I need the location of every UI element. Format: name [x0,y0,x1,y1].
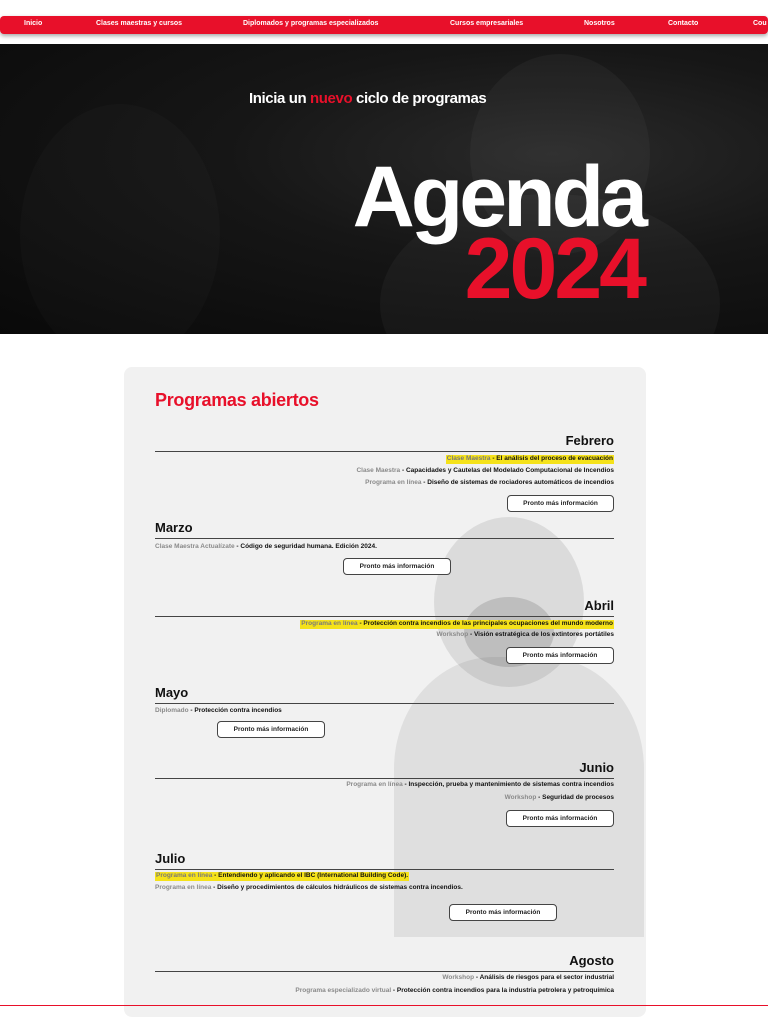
program-item[interactable] [442,975,614,982]
program-item[interactable] [155,885,463,892]
month-agosto [155,953,614,1003]
hero-year: 2024 [464,221,644,317]
program-title: - Entendiendo y aplicando el IBC (International Building Code). [212,872,409,879]
month-divider [155,869,614,870]
program-title: - Inspección, prueba y mantenimiento de sistemas contra incendios [402,781,614,788]
program-title: - Protección contra incendios [188,707,282,714]
section-title: Programas abiertos [155,390,319,410]
month-divider [155,538,614,539]
program-item[interactable] [356,468,614,475]
program-title: - Visión estratégica de los extintores portátiles [468,631,614,638]
program-title: - Capacidades y Cautelas del Modelado Computacional de Incendios [400,467,614,474]
program-tag: Clase Maestra [446,455,491,462]
month-name: Marzo [155,520,193,535]
program-item[interactable] [346,782,614,789]
more-info-button[interactable]: Pronto más información [507,495,614,512]
program-tag: Programa en línea [365,479,422,486]
program-item[interactable] [295,988,614,995]
program-tag: Workshop [442,974,475,981]
month-divider [155,451,614,452]
more-info-button[interactable]: Pronto más información [506,810,614,827]
month-divider [155,703,614,704]
more-info-button[interactable]: Pronto más información [506,647,614,664]
program-title: - Código de seguridad humana. Edición 2024. [234,543,377,550]
nav-item-cursos-empresariales[interactable]: Cursos empresariales [450,20,524,27]
month-name: Mayo [155,685,189,700]
nav-item-inicio[interactable]: Inicio [24,20,43,27]
program-tag: Programa en línea [346,781,403,788]
month-divider [155,778,614,779]
program-item[interactable] [505,795,614,802]
month-name: Junio [579,760,614,775]
program-item[interactable] [437,632,615,639]
program-title: - Análisis de riesgos para el sector industrial [474,974,614,981]
program-item[interactable] [155,544,377,551]
program-tag: Programa en línea [301,620,358,627]
program-tag: Programa en línea [155,884,212,891]
month-febrero [155,433,614,513]
footer-divider [0,1005,768,1006]
month-abril [155,598,614,668]
nav-item-diplomados[interactable]: Diplomados y programas especializados [243,20,379,27]
hero-banner [0,44,768,334]
more-info-button[interactable]: Pronto más información [449,904,557,921]
month-name: Julio [155,851,186,866]
month-marzo [155,520,614,580]
program-title: - Protección contra incendios para la industria petrolera y petroquímica [391,987,614,994]
agenda-card [124,367,646,1017]
program-title: - Seguridad de procesos [536,794,614,801]
hero-subtitle [249,90,486,107]
program-title: - Protección contra incendios de las principales ocupaciones del mundo moderno [357,620,613,627]
program-item[interactable] [300,620,614,629]
program-item[interactable] [446,455,614,464]
program-tag: Programa especializado virtual [295,987,392,994]
program-item[interactable] [155,872,409,881]
hero-title: Agenda [352,149,644,245]
hero-subtitle-pre: Inicia un [249,90,307,107]
more-info-button[interactable]: Pronto más información [217,721,325,738]
program-tag: Clase Maestra [356,467,401,474]
program-tag: Workshop [436,631,469,638]
nav-item-contacto[interactable]: Contacto [668,20,699,27]
month-junio [155,760,614,830]
program-tag: Diplomado [155,707,189,714]
month-name: Febrero [565,433,614,448]
program-title: - Diseño de sistemas de rociadores automáticos de incendios [421,479,614,486]
more-info-button[interactable]: Pronto más información [343,558,451,575]
program-tag: Workshop [504,794,537,801]
hero-subtitle-highlight: nuevo [310,90,353,107]
program-tag: Clase Maestra Actualízate [155,543,235,550]
hero-bg-shape [20,104,220,334]
nav-item-clases[interactable]: Clases maestras y cursos [96,20,182,27]
nav-item-nosotros[interactable]: Nosotros [584,20,615,27]
top-nav [0,16,768,34]
month-divider [155,616,614,617]
hero-subtitle-post: ciclo de programas [356,90,487,107]
month-name: Agosto [569,953,614,968]
month-name: Abril [584,598,614,613]
program-item[interactable] [365,480,614,487]
month-mayo [155,685,614,745]
program-title: - Diseño y procedimientos de cálculos hidráulicos de sistemas contra incendios. [211,884,463,891]
program-title: - El análisis del proceso de evacuación [490,455,613,462]
month-julio [155,851,614,921]
month-divider [155,971,614,972]
program-tag: Programa en línea [156,872,213,879]
program-item[interactable] [155,708,282,715]
nav-item-cou[interactable]: Cou [753,20,767,27]
